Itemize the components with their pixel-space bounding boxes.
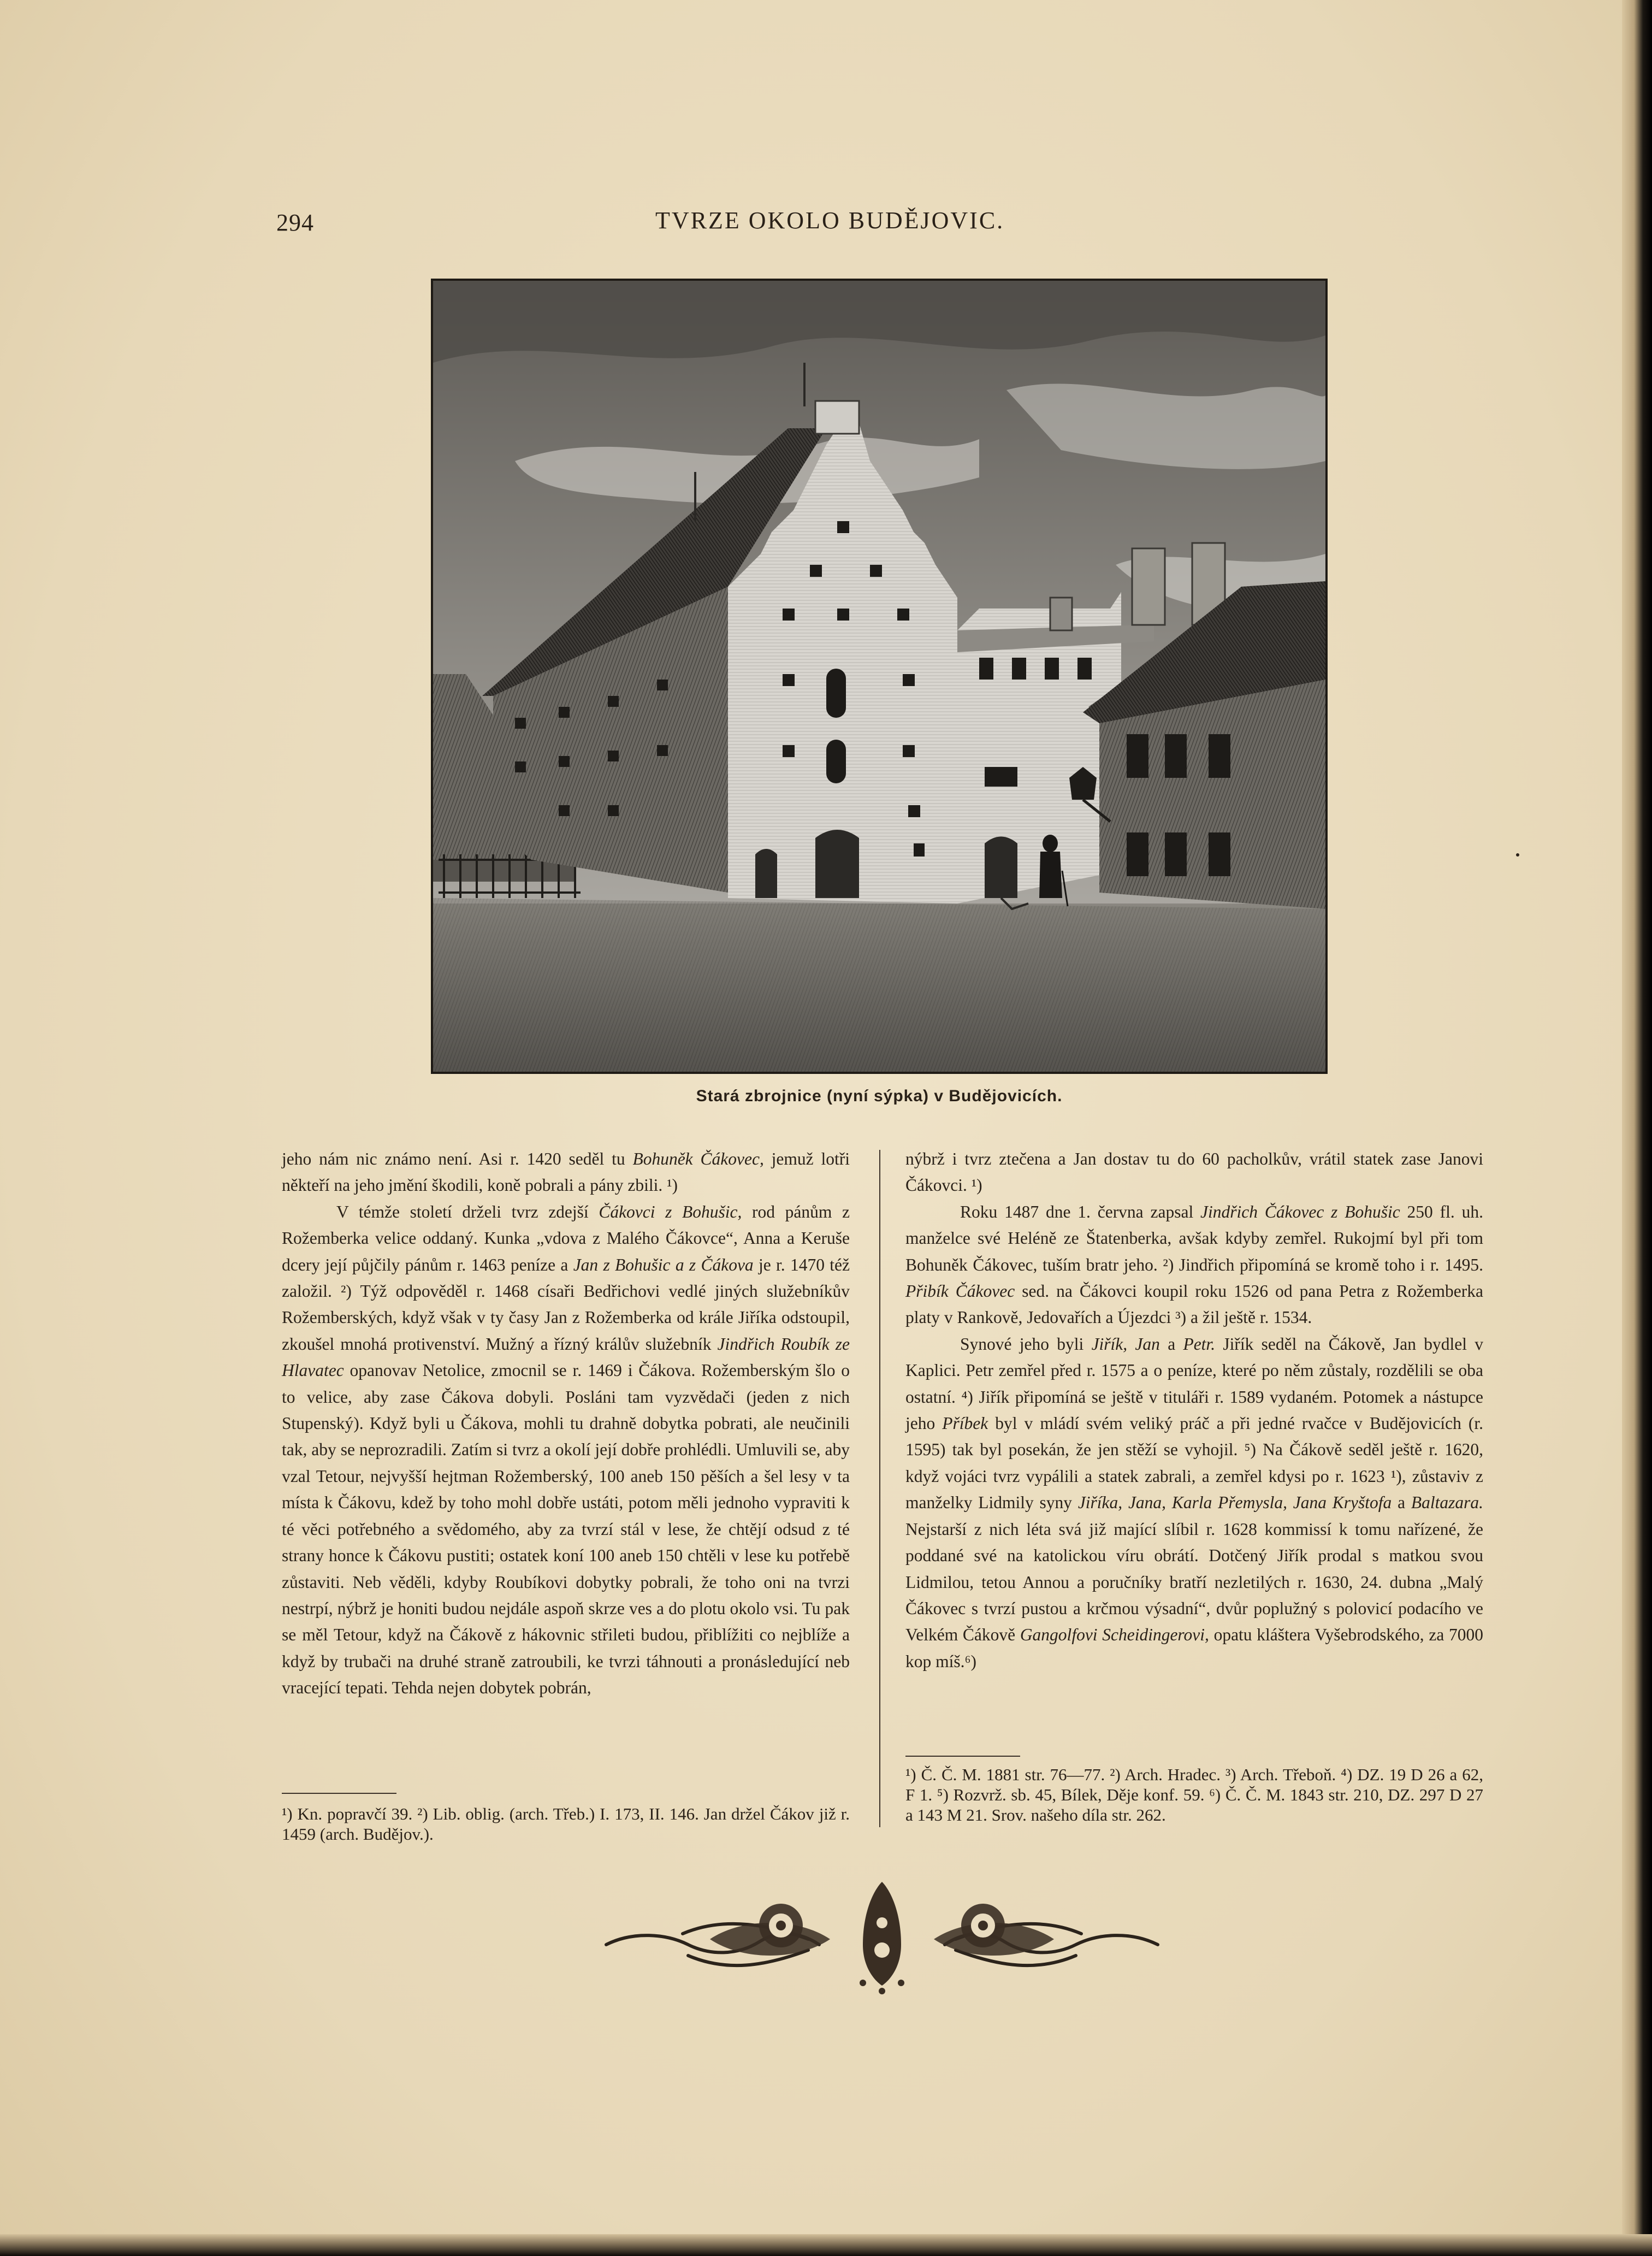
footnotes-right: ¹) Č. Č. M. 1881 str. 76—77. ²) Arch. Hradec. ³) Arch. Třeboň. ⁴) DZ. 19 D 26 a 62, F 1. ⁵) Rozvrž. sb. 45, Bílek, Děje konf. 59. ⁶) Č. Č. M. 1843 str. 210, DZ. 297 D 27 a 143 M 21. Srov. našeho díla str. 262. <box>905 1765 1483 1824</box>
left-text-column <box>282 1146 850 1702</box>
italic-name: Jan z Bohušic a z Čákova <box>573 1255 754 1274</box>
tailpiece-ornament <box>601 1879 1163 1999</box>
armory-engraving <box>433 281 1325 1072</box>
text-run: sed. na Čákovci koupil roku 1526 od pana Petra z Rožemberka platy v Rankově, Jedovařích a Újezdci ³) a žil ještě r. 1534. <box>905 1281 1484 1327</box>
paragraph <box>905 1331 1483 1675</box>
footnote-rule-left <box>282 1793 396 1794</box>
italic-name: Příbek <box>942 1414 988 1433</box>
text-run: V témže století drželi tvrz zdejší <box>336 1202 599 1221</box>
italic-name: Čákovci z Bohušic, <box>599 1202 742 1221</box>
text-run: a <box>1159 1334 1183 1354</box>
text-run: jemuž lotři někteří na jeho jmění škodili, koně pobrali a pány zbili. ¹) <box>282 1149 850 1195</box>
text-run: Synové jeho byli <box>960 1334 1092 1354</box>
italic-name: Jindřich Čákovec z Bohušic <box>1200 1202 1400 1221</box>
figure-caption: Stará zbrojnice (nyní sýpka) v Budějovicích. <box>696 1087 1063 1105</box>
page-bottom-shadow <box>0 2234 1652 2256</box>
text-run: Nejstarší z nich léta svá již mající slíbil r. 1628 kommissí k tomu nařízené, že poddané své na katolickou víru obrátí. Dotčený Jiřík prodal s matkou svou Lidmilou, tetou Annou a poručníky bratří nezletilých r. 1630, 24. dubna „Malý Čákovec s tvrzí pustou a krčmou výsadní“, dvůr poplužný s polovicí podacího ve Velkém Čákově <box>905 1519 1483 1645</box>
paragraph <box>282 1199 850 1702</box>
footnote-rule-right <box>905 1756 1020 1757</box>
italic-name: Petr. <box>1183 1334 1216 1354</box>
running-header: TVRZE OKOLO BUDĚJOVIC. <box>655 207 1005 234</box>
italic-name: Jindřich Roubík ze Hlavatec <box>282 1334 850 1380</box>
paragraph <box>282 1146 850 1199</box>
column-divider <box>879 1150 880 1827</box>
paragraph <box>905 1146 1483 1199</box>
italic-name: Přibík Čákovec <box>905 1281 1015 1301</box>
page-edge-shadow <box>1622 0 1652 2256</box>
text-run: nýbrž i tvrz ztečena a Jan dostav tu do 60 pacholkův, vrátil statek zase Janovi Čákovci. ¹) <box>905 1149 1483 1195</box>
page-number: 294 <box>276 209 314 236</box>
text-run: a <box>1392 1493 1411 1513</box>
margin-speck <box>1516 853 1519 857</box>
paragraph <box>905 1199 1483 1331</box>
italic-name: Baltazara. <box>1411 1493 1483 1513</box>
text-run: Jiřík seděl na Čákově, Jan bydlel v Kaplici. Petr zemřel před r. 1575 a o peníze, které po něm zůstaly, rozdělili se oba ostatní. ⁴) Jiřík připomíná se ještě v tituláři r. 1589 vydaném. Potomek a nástupce jeho <box>905 1334 1483 1433</box>
italic-name: Gangolfovi Scheidingerovi, <box>1020 1625 1209 1645</box>
italic-name: Jiříka, Jana, Karla Přemysla, Jana Kryštofa <box>1077 1493 1392 1513</box>
text-run: je r. 1470 též založil. ²) Týž odpověděl r. 1468 císaři Bedřichovi vedlé jiných služebníkův Rožemberských, když však v ty časy Jan z Rožemberka od krále Jiříka odstoupil, zkoušel mnohá protivenství. Mužný a řízný králův služebník <box>282 1255 850 1354</box>
text-run: opatu kláštera Vyšebrodského, za 7000 kop míš.⁶) <box>905 1625 1483 1671</box>
text-run: jeho nám nic známo není. Asi r. 1420 seděl tu <box>282 1149 633 1168</box>
text-run: opanovav Netolice, zmocnil se r. 1469 i Čákova. Rožemberským šlo o to velice, aby zase Čákova dobyli. Posláni tam vyzvědači (jeden z nich Stupenský). Když byli u Čákova, mohli tu drahně dobytka pobrati, ale neučinili tak, aby se neprozradili. Zatím si tvrz a okolí její dobře prohlédli. Umluvili se, aby vzal Tetour, nejvyšší hejtman Rožemberský, 100 aneb 150 pěších a šel lesy v ta místa k Čákovu, kdež by toho mohl dobře ustáti, potom měli jednoho vypraviti k té věci potřebného a svědomého, aby za tvrzí stál v lese, že chtějí odsud z té strany honce k Čákovu pustiti; ostatek koní 100 aneb 150 chtěli v lese ku potřebě zůstaviti. Neb věděli, kdyby Roubíkovi dobytky pobrali, že toho oni na tvrzi nestrpí, nýbrž je honiti budou nejdále aspoň skrze ves a do plotu okolo vsi. Tu pak se měl Tetour, když na Čákově z hákovnic střileti budou, přiblížiti co nejblíže a když by trubači na druhé straně zatroubili, ke tvrzi táhnouti a pronásledující neb vracející tepati. Tehda nejen dobytek pobrán, <box>282 1361 850 1698</box>
text-run: Roku 1487 dne 1. června zapsal <box>960 1202 1201 1221</box>
text-run: 250 fl. uh. manželce své Heléně ze Štatenberka, avšak kdyby zemřel. Rukojmí byl při tom Bohuněk Čákovec, tuším bratr jeho. ²) Jindřich připomíná se kromě toho i r. 1495. <box>905 1202 1483 1274</box>
engraving-illustration <box>431 279 1328 1074</box>
text-run: byl v mládí svém veliký práč a při jedné rvačce v Budějovicích (r. 1595) tak byl posekán, že jen stěží se vyhojil. ⁵) Na Čákově seděl ještě r. 1620, když vojáci tvrz vypálili a statek zabrali, a zemřel kdysi po r. 1623 ¹), zůstaviv z manželky Lidmily syny <box>905 1414 1483 1513</box>
italic-name: Jiřík, Jan <box>1091 1334 1160 1354</box>
text-run: rod pánům z Rožemberka velice oddaný. Kunka „vdova z Malého Čákovce“, Anna a Keruše dcery její půjčily pánům r. 1463 peníze a <box>282 1202 850 1274</box>
right-text-column <box>905 1146 1483 1675</box>
italic-name: Bohuněk Čákovec, <box>632 1149 764 1168</box>
footnotes-left: ¹) Kn. popravčí 39. ²) Lib. oblig. (arch. Třeb.) I. 173, II. 146. Jan držel Čákov již r. 1459 (arch. Budějov.). <box>282 1804 850 1844</box>
